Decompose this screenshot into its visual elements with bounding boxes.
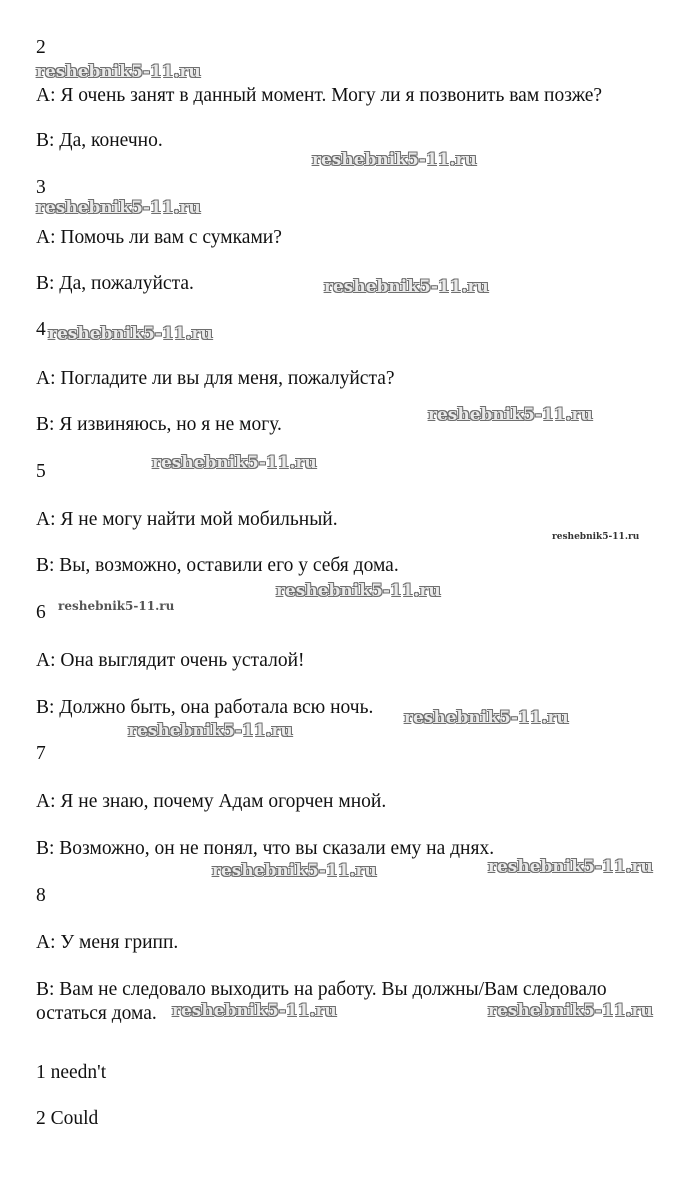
watermark: reshebnik5-11.ru xyxy=(48,324,213,344)
watermark: reshebnik5-11.ru xyxy=(488,1001,653,1021)
watermark: reshebnik5-11.ru xyxy=(488,857,653,877)
watermark: reshebnik5-11.ru xyxy=(36,62,201,82)
item-number: 6 xyxy=(36,602,46,623)
watermark: reshebnik5-11.ru xyxy=(172,1001,337,1021)
item-number: 4 xyxy=(36,319,46,340)
item-number: 3 xyxy=(36,177,46,198)
watermark: reshebnik5-11.ru xyxy=(152,453,317,473)
dialogue-line-b: B: Да, конечно. xyxy=(36,130,163,151)
dialogue-line-b: B: Я извиняюсь, но я не могу. xyxy=(36,414,282,435)
watermark: reshebnik5-11.ru xyxy=(212,861,377,881)
dialogue-line-a: A: Помочь ли вам с сумками? xyxy=(36,227,282,248)
watermark: reshebnik5-11.ru xyxy=(128,721,293,741)
dialogue-line-b: B: Вам не следовало выходить на работу. Вы должны/Вам следовало остаться дома. xyxy=(36,979,607,1024)
watermark: reshebnik5-11.ru xyxy=(276,581,441,601)
dialogue-line-b: B: Вы, возможно, оставили его у себя дома. xyxy=(36,555,399,576)
watermark: reshebnik5-11.ru xyxy=(324,277,489,297)
answer-line: 2 Could xyxy=(36,1108,99,1129)
dialogue-line-b: B: Да, пожалуйста. xyxy=(36,273,194,294)
dialogue-line-a: A: Я очень занят в данный момент. Могу ли я позвонить вам позже? xyxy=(36,85,603,106)
dialogue-line-a: A: Я не могу найти мой мобильный. xyxy=(36,509,338,530)
item-number: 2 xyxy=(36,37,46,58)
watermark: reshebnik5-11.ru xyxy=(552,532,640,542)
item-number: 7 xyxy=(36,743,46,764)
item-number: 8 xyxy=(36,885,46,906)
dialogue-line-a: A: Я не знаю, почему Адам огорчен мной. xyxy=(36,791,387,812)
watermark: reshebnik5-11.ru xyxy=(58,599,175,613)
watermark: reshebnik5-11.ru xyxy=(312,150,477,170)
dialogue-line-b: B: Возможно, он не понял, что вы сказали ему на днях. xyxy=(36,838,495,859)
dialogue-line-a: A: У меня грипп. xyxy=(36,932,179,953)
dialogue-line-a: A: Она выглядит очень усталой! xyxy=(36,650,305,671)
watermark: reshebnik5-11.ru xyxy=(428,405,593,425)
item-number: 5 xyxy=(36,461,46,482)
dialogue-line-b: B: Должно быть, она работала всю ночь. xyxy=(36,697,374,718)
answer-line: 1 needn't xyxy=(36,1062,107,1083)
watermark: reshebnik5-11.ru xyxy=(404,708,569,728)
dialogue-line-a: A: Погладите ли вы для меня, пожалуйста? xyxy=(36,368,395,389)
watermark: reshebnik5-11.ru xyxy=(36,198,201,218)
